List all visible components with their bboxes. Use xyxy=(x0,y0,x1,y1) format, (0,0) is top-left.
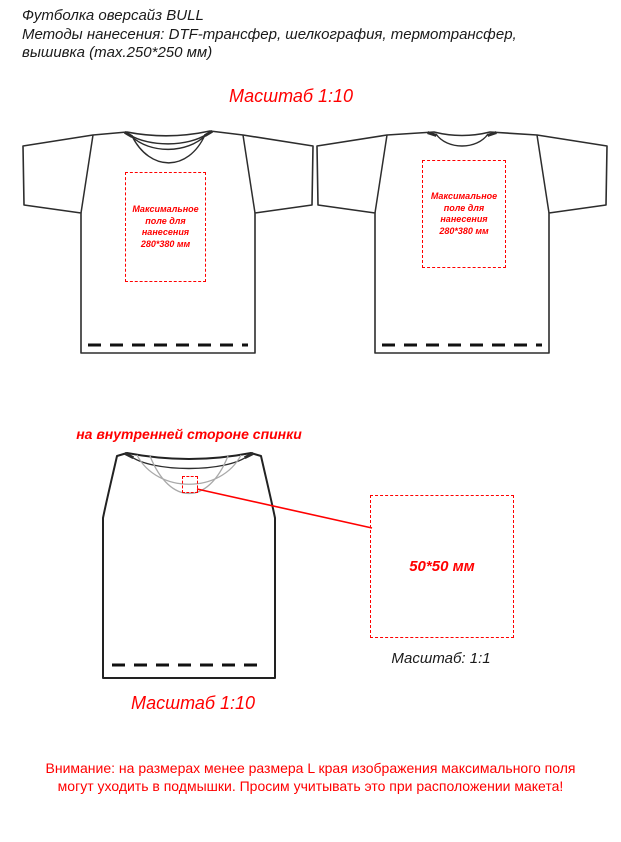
print-area-back-box xyxy=(422,160,506,268)
scale-label-top: Масштаб 1:10 xyxy=(228,86,354,106)
detail-area-box xyxy=(370,495,514,638)
print-area-back-label xyxy=(431,191,497,237)
print-area-line2: поле для xyxy=(145,215,186,226)
warning-note xyxy=(0,760,621,795)
print-area-line1: Максимальное xyxy=(430,191,498,201)
print-area-front-box xyxy=(125,172,206,282)
detail-size-label: 50*50 мм xyxy=(409,558,475,575)
warning-line1: Внимание: на размерах менее размера L края изображения максимального поля xyxy=(45,760,576,776)
warning-line2: могут уходить в подмышки. Просим учитывать это при расположении макета! xyxy=(57,777,564,794)
connector-line xyxy=(195,485,377,535)
collar-notch-right xyxy=(489,133,495,135)
print-area-front-label xyxy=(132,204,198,250)
scale-label-detail: Масштаб: 1:1 xyxy=(391,650,491,667)
print-area-line4: 280*380 мм xyxy=(439,225,489,236)
print-area-line3: нанесения xyxy=(440,214,488,224)
collar-notch-left xyxy=(429,133,435,135)
scale-label-bottom: Масштаб 1:10 xyxy=(130,693,256,713)
product-title: Футболка оверсайз BULL xyxy=(22,7,204,24)
print-area-line2: поле для xyxy=(443,202,485,213)
print-area-line4: 280*380 мм xyxy=(140,238,191,249)
print-area-line3: нанесения xyxy=(141,227,190,237)
product-header xyxy=(22,7,582,63)
inner-back-annotation: на внутренней стороне спинки xyxy=(76,426,302,442)
print-methods-line1: Методы нанесения: DTF-трансфер, шелкография, термотрансфер, xyxy=(22,25,517,43)
callout-line xyxy=(197,489,372,528)
print-area-line1: Максимальное xyxy=(132,204,199,214)
print-methods-line2: вышивка (max.250*250 мм) xyxy=(22,44,213,61)
